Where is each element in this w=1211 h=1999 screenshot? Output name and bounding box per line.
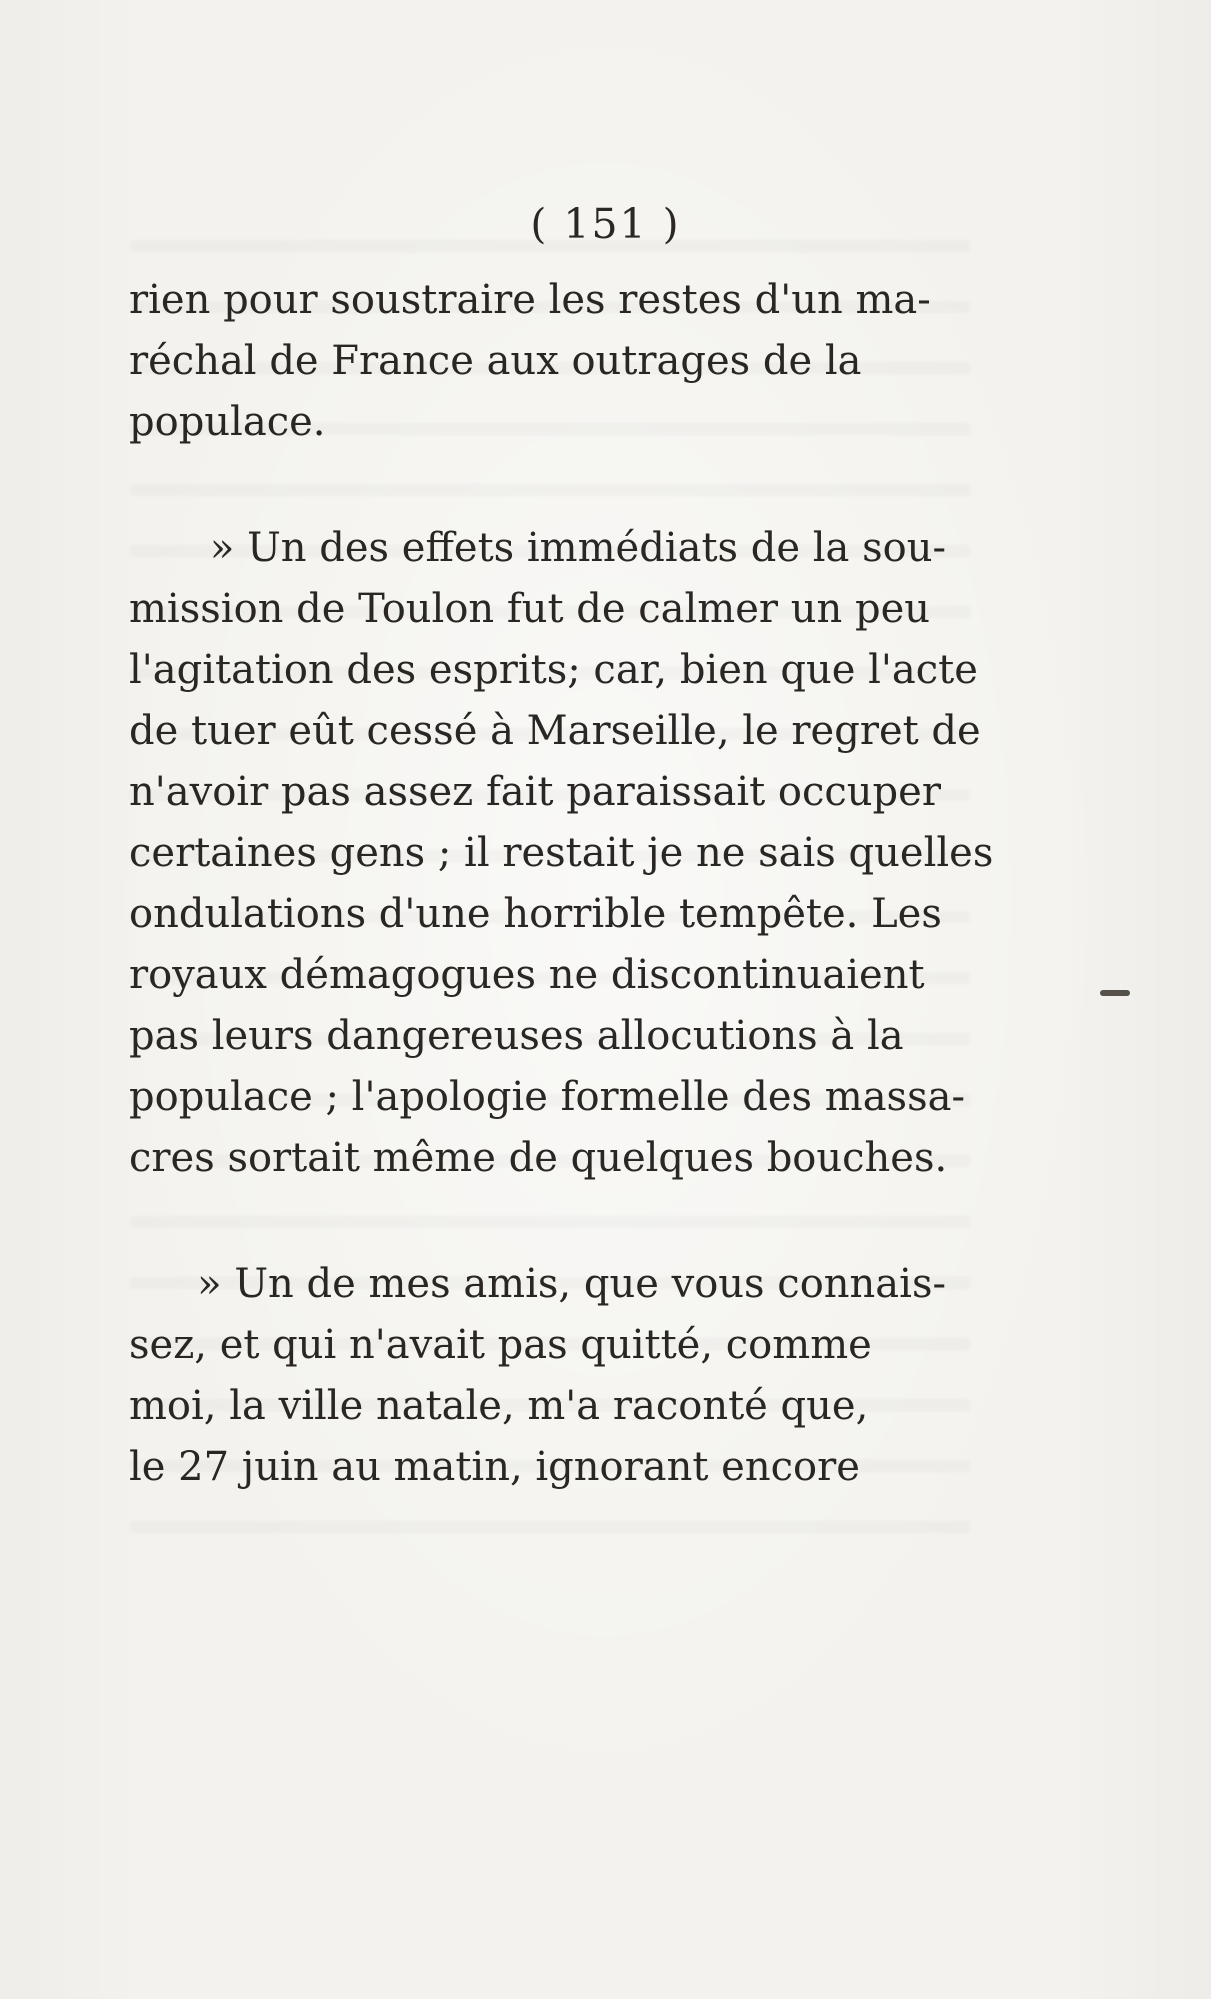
line-text: populace ; l'apologie formelle des massa- bbox=[129, 1074, 965, 1120]
text-line bbox=[129, 640, 978, 701]
line-text: ondulations d'une horrible tempête. Les bbox=[129, 891, 942, 937]
text-line bbox=[129, 331, 946, 392]
page-body bbox=[129, 270, 994, 1498]
line-text: royaux démagogues ne discontinuaient bbox=[129, 952, 925, 998]
text-line bbox=[129, 579, 946, 640]
paragraph-gap bbox=[129, 453, 946, 518]
text-line bbox=[129, 762, 946, 823]
text-line bbox=[129, 392, 946, 453]
text-line bbox=[129, 1067, 965, 1128]
line-text: moi, la ville natale, m'a raconté que, bbox=[129, 1383, 869, 1429]
text-line bbox=[129, 945, 946, 1006]
text-line bbox=[129, 1315, 946, 1376]
text-line bbox=[129, 823, 994, 884]
line-text: certaines gens ; il restait je ne sais quelles bbox=[129, 830, 994, 876]
line-text: mission de Toulon fut de calmer un peu bbox=[129, 586, 930, 632]
line-text: » Un de mes amis, que vous connais- bbox=[197, 1261, 946, 1307]
line-text: cres sortait même de quelques bouches. bbox=[129, 1135, 948, 1181]
page-number: ( 151 ) bbox=[530, 200, 681, 248]
line-text: rien pour soustraire les restes d'un ma- bbox=[129, 277, 931, 323]
line-text: de tuer eût cessé à Marseille, le regret de bbox=[129, 708, 981, 754]
ink-mark bbox=[1100, 990, 1130, 996]
line-text: pas leurs dangereuses allocutions à la bbox=[129, 1013, 904, 1059]
text-line bbox=[129, 701, 981, 762]
line-text: le 27 juin au matin, ignorant encore bbox=[129, 1444, 860, 1490]
text-line bbox=[129, 1128, 946, 1189]
line-text: réchal de France aux outrages de la bbox=[129, 338, 862, 384]
text-line bbox=[129, 518, 946, 579]
line-text: » Un des effets immédiats de la sou- bbox=[209, 525, 946, 571]
line-text: l'agitation des esprits; car, bien que l'acte bbox=[129, 647, 978, 693]
line-text: sez, et qui n'avait pas quitté, comme bbox=[129, 1322, 872, 1368]
text-line bbox=[129, 1254, 946, 1315]
line-text: n'avoir pas assez fait paraissait occuper bbox=[129, 769, 941, 815]
text-line bbox=[129, 884, 946, 945]
text-line bbox=[129, 1006, 946, 1067]
line-text: populace. bbox=[129, 399, 326, 445]
text-line bbox=[129, 1376, 946, 1437]
paragraph-gap bbox=[129, 1189, 946, 1254]
text-line bbox=[129, 1437, 946, 1498]
text-line bbox=[129, 270, 946, 331]
